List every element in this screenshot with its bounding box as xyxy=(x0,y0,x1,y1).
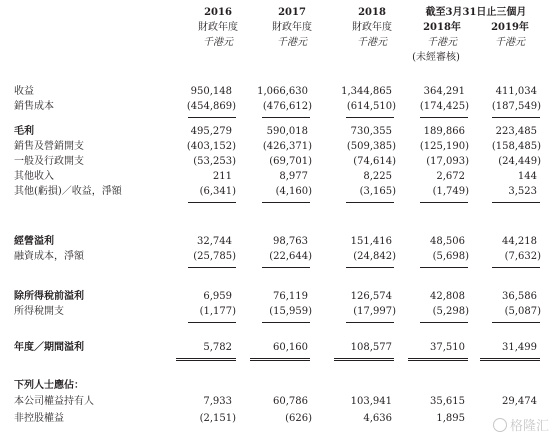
cell: (24,449) xyxy=(498,156,541,167)
unit-q-2018: 千港元 xyxy=(427,37,457,48)
header-year-2016: 2016 xyxy=(204,7,232,18)
cell: 6,959 xyxy=(203,291,232,302)
cell: (3,165) xyxy=(359,186,396,197)
header-unaudited: (未經審核) xyxy=(412,52,460,63)
header-fy-2017: 財政年度 xyxy=(272,22,312,33)
cell: 8,977 xyxy=(279,171,308,182)
double-rule xyxy=(250,358,310,359)
cell: 48,506 xyxy=(430,236,465,247)
double-rule xyxy=(334,360,394,361)
row-label-profit-for-period: 年度／期間溢利 xyxy=(14,342,84,353)
sum-rule xyxy=(346,322,394,323)
cell: 495,279 xyxy=(190,126,232,137)
cell: 98,763 xyxy=(273,236,308,247)
sum-rule xyxy=(346,202,394,203)
header-year-2017: 2017 xyxy=(278,7,306,18)
cell: 189,866 xyxy=(423,126,465,137)
cell: 8,225 xyxy=(363,171,392,182)
cell: 76,119 xyxy=(273,291,308,302)
header-fy-2018: 財政年度 xyxy=(352,22,392,33)
cell: 1,344,865 xyxy=(341,86,392,97)
unit-q-2019: 千港元 xyxy=(495,37,525,48)
row-label-admin-expenses: 一般及行政開支 xyxy=(14,156,84,167)
cell: 144 xyxy=(517,171,537,182)
cell: 42,808 xyxy=(430,291,465,302)
watermark-logo-icon xyxy=(493,418,507,432)
double-rule xyxy=(480,358,540,359)
cell: 4,636 xyxy=(363,413,392,424)
row-label-attributable-to: 下列人士應佔： xyxy=(14,380,84,391)
row-label-other-losses-gains: 其他(虧損)／收益，淨額 xyxy=(14,186,122,197)
cell: (614,510) xyxy=(346,101,396,112)
watermark-text: 格隆汇 xyxy=(509,419,549,434)
watermark xyxy=(493,415,549,434)
sum-rule xyxy=(420,117,468,118)
sum-rule xyxy=(492,322,540,323)
sum-rule xyxy=(262,267,310,268)
sum-rule xyxy=(262,117,310,118)
sum-rule xyxy=(420,202,468,203)
double-rule xyxy=(334,358,394,359)
cell: 950,148 xyxy=(190,86,232,97)
cell: 211 xyxy=(212,171,232,182)
cell: 7,933 xyxy=(203,396,232,407)
row-label-revenue: 收益 xyxy=(14,86,34,97)
header-q-2019: 2019年 xyxy=(491,22,529,33)
cell: 5,782 xyxy=(203,342,232,353)
cell: (1,177) xyxy=(199,306,236,317)
row-label-other-income: 其他收入 xyxy=(14,171,54,182)
cell: 590,018 xyxy=(266,126,308,137)
cell: (476,612) xyxy=(262,101,312,112)
cell: (2,151) xyxy=(199,413,236,424)
double-rule xyxy=(408,358,468,359)
sum-rule xyxy=(492,202,540,203)
row-label-equity-holders: 本公司權益持有人 xyxy=(14,396,94,407)
row-label-finance-costs: 融資成本，淨額 xyxy=(14,251,84,262)
cell: (15,959) xyxy=(269,306,312,317)
sum-rule xyxy=(262,322,310,323)
cell: (454,869) xyxy=(186,101,236,112)
row-label-non-controlling: 非控股權益 xyxy=(14,413,64,424)
row-label-income-tax: 所得稅開支 xyxy=(14,306,64,317)
row-label-operating-profit: 經營溢利 xyxy=(14,236,54,247)
header-year-2018: 2018 xyxy=(358,7,386,18)
sum-rule xyxy=(188,117,236,118)
cell: 32,744 xyxy=(197,236,232,247)
cell: 35,615 xyxy=(430,396,465,407)
cell: (5,087) xyxy=(504,306,541,317)
cell: 36,586 xyxy=(502,291,537,302)
cell: (125,190) xyxy=(419,141,469,152)
cell: 151,416 xyxy=(350,236,392,247)
cell: (5,298) xyxy=(432,306,469,317)
sum-rule xyxy=(420,267,468,268)
cell: 29,474 xyxy=(502,396,537,407)
cell: (426,371) xyxy=(262,141,312,152)
double-rule xyxy=(480,360,540,361)
double-rule xyxy=(408,360,468,361)
row-label-gross-profit: 毛利 xyxy=(14,126,34,137)
cell: 223,485 xyxy=(495,126,537,137)
cell: 108,577 xyxy=(350,342,392,353)
unit-2018: 千港元 xyxy=(357,37,387,48)
sum-rule xyxy=(492,267,540,268)
row-label-cost-of-sales: 銷售成本 xyxy=(14,101,54,112)
cell: (7,632) xyxy=(504,251,541,262)
cell: 60,786 xyxy=(273,396,308,407)
cell: 411,034 xyxy=(495,86,537,97)
sum-rule xyxy=(188,322,236,323)
cell: (403,152) xyxy=(186,141,236,152)
cell: (509,385) xyxy=(346,141,396,152)
row-label-profit-before-tax: 除所得稅前溢利 xyxy=(14,291,84,302)
sum-rule xyxy=(188,267,236,268)
cell: 31,499 xyxy=(502,342,537,353)
double-rule xyxy=(176,360,236,361)
cell: (6,341) xyxy=(199,186,236,197)
cell: (22,644) xyxy=(269,251,312,262)
cell: 730,355 xyxy=(350,126,392,137)
cell: 103,941 xyxy=(350,396,392,407)
cell: (626) xyxy=(285,413,312,424)
cell: (158,485) xyxy=(491,141,541,152)
header-fy-2016: 財政年度 xyxy=(198,22,238,33)
sum-rule xyxy=(346,267,394,268)
header-q-2018: 2018年 xyxy=(423,22,461,33)
cell: 1,895 xyxy=(436,413,465,424)
cell: (25,785) xyxy=(193,251,236,262)
row-label-selling-expenses: 銷售及營銷開支 xyxy=(14,141,84,152)
cell: (4,160) xyxy=(275,186,312,197)
double-rule xyxy=(176,358,236,359)
sum-rule xyxy=(262,202,310,203)
cell: (24,842) xyxy=(353,251,396,262)
cell: (53,253) xyxy=(193,156,236,167)
double-rule xyxy=(250,360,310,361)
cell: 44,218 xyxy=(502,236,537,247)
cell: 37,510 xyxy=(430,342,465,353)
cell: (1,749) xyxy=(432,186,469,197)
sum-rule xyxy=(492,117,540,118)
cell: 1,066,630 xyxy=(257,86,308,97)
sum-rule xyxy=(346,117,394,118)
unit-2017: 千港元 xyxy=(277,37,307,48)
cell: (187,549) xyxy=(491,101,541,112)
cell: (69,701) xyxy=(269,156,312,167)
cell: (74,614) xyxy=(353,156,396,167)
cell: 3,523 xyxy=(508,186,537,197)
cell: (17,093) xyxy=(426,156,469,167)
unit-2016: 千港元 xyxy=(203,37,233,48)
cell: (17,997) xyxy=(353,306,396,317)
cell: 364,291 xyxy=(423,86,465,97)
cell: (5,698) xyxy=(432,251,469,262)
cell: (174,425) xyxy=(419,101,469,112)
cell: 126,574 xyxy=(350,291,392,302)
cell: 60,160 xyxy=(273,342,308,353)
cell: 2,672 xyxy=(436,171,465,182)
sum-rule xyxy=(420,322,468,323)
header-period-title: 截至3月31日止三個月 xyxy=(425,7,527,18)
sum-rule xyxy=(188,202,236,203)
